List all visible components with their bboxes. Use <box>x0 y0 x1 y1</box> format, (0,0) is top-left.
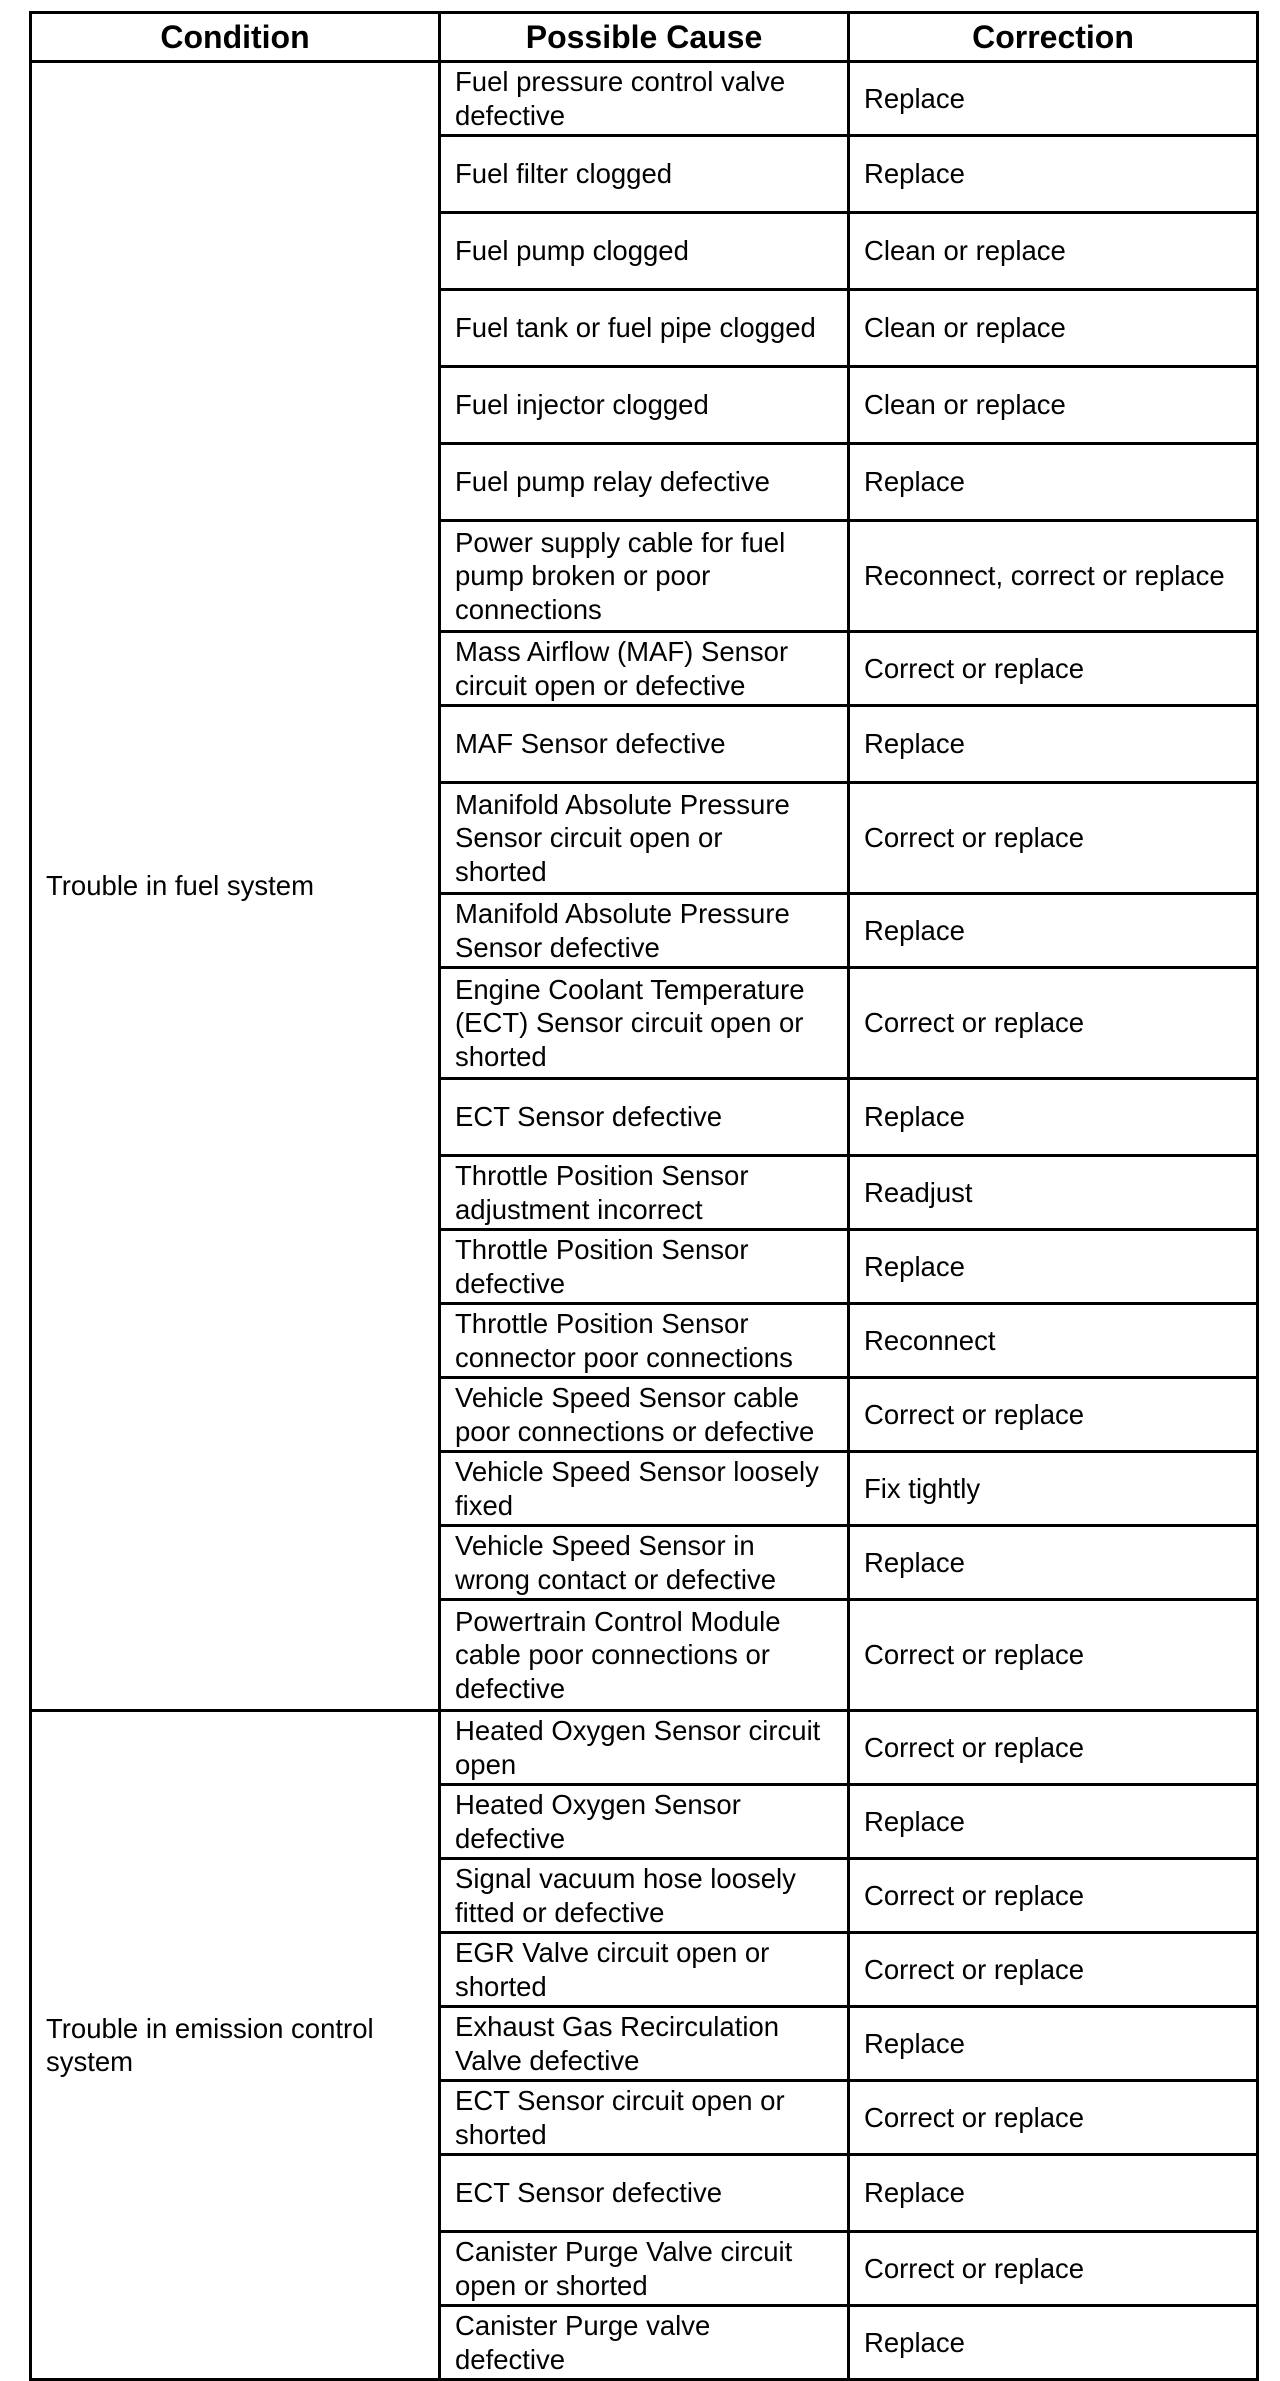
correction-cell: Reconnect, correct or replace <box>849 521 1258 632</box>
correction-cell: Correct or replace <box>849 1711 1258 1785</box>
troubleshooting-table <box>29 11 1259 2381</box>
possible-cause-cell: Fuel pressure control valve defective <box>440 62 849 136</box>
correction-cell: Replace <box>849 2007 1258 2081</box>
correction-cell: Replace <box>849 894 1258 968</box>
correction-cell: Correct or replace <box>849 1600 1258 1711</box>
correction-cell: Replace <box>849 62 1258 136</box>
correction-cell: Replace <box>849 2306 1258 2380</box>
possible-cause-cell: Vehicle Speed Sensor loosely fixed <box>440 1452 849 1526</box>
possible-cause-cell: MAF Sensor defective <box>440 706 849 783</box>
correction-cell: Correct or replace <box>849 1378 1258 1452</box>
possible-cause-cell: Vehicle Speed Sensor cable poor connections or defective <box>440 1378 849 1452</box>
correction-cell: Correct or replace <box>849 632 1258 706</box>
possible-cause-cell: Signal vacuum hose loosely fitted or defective <box>440 1859 849 1933</box>
possible-cause-cell: Engine Coolant Temperature (ECT) Sensor circuit open or shorted <box>440 968 849 1079</box>
correction-cell: Reconnect <box>849 1304 1258 1378</box>
possible-cause-cell: Throttle Position Sensor adjustment incorrect <box>440 1156 849 1230</box>
possible-cause-cell: Throttle Position Sensor connector poor connections <box>440 1304 849 1378</box>
possible-cause-cell: ECT Sensor defective <box>440 1079 849 1156</box>
possible-cause-cell: Canister Purge Valve circuit open or shorted <box>440 2232 849 2306</box>
header-possible-cause: Possible Cause <box>440 13 849 62</box>
correction-cell: Replace <box>849 706 1258 783</box>
correction-cell: Fix tightly <box>849 1452 1258 1526</box>
possible-cause-cell: Fuel tank or fuel pipe clogged <box>440 290 849 367</box>
possible-cause-cell: Mass Airflow (MAF) Sensor circuit open or defective <box>440 632 849 706</box>
correction-cell: Replace <box>849 1785 1258 1859</box>
table-row <box>31 62 1258 136</box>
correction-cell: Replace <box>849 136 1258 213</box>
possible-cause-cell: Exhaust Gas Recirculation Valve defective <box>440 2007 849 2081</box>
header-condition: Condition <box>31 13 440 62</box>
correction-cell: Replace <box>849 2155 1258 2232</box>
correction-cell: Correct or replace <box>849 783 1258 894</box>
possible-cause-cell: Powertrain Control Module cable poor connections or defective <box>440 1600 849 1711</box>
correction-cell: Replace <box>849 444 1258 521</box>
correction-cell: Replace <box>849 1230 1258 1304</box>
possible-cause-cell: Heated Oxygen Sensor defective <box>440 1785 849 1859</box>
troubleshooting-table-container <box>29 11 1256 2381</box>
possible-cause-cell: Manifold Absolute Pressure Sensor circuit open or shorted <box>440 783 849 894</box>
possible-cause-cell: Fuel pump relay defective <box>440 444 849 521</box>
possible-cause-cell: Manifold Absolute Pressure Sensor defective <box>440 894 849 968</box>
table-row <box>31 1711 1258 1785</box>
possible-cause-cell: EGR Valve circuit open or shorted <box>440 1933 849 2007</box>
possible-cause-cell: ECT Sensor circuit open or shorted <box>440 2081 849 2155</box>
correction-cell: Correct or replace <box>849 1859 1258 1933</box>
correction-cell: Correct or replace <box>849 2232 1258 2306</box>
possible-cause-cell: Fuel injector clogged <box>440 367 849 444</box>
correction-cell: Readjust <box>849 1156 1258 1230</box>
correction-cell: Replace <box>849 1526 1258 1600</box>
possible-cause-cell: Heated Oxygen Sensor circuit open <box>440 1711 849 1785</box>
possible-cause-cell: Fuel pump clogged <box>440 213 849 290</box>
header-correction: Correction <box>849 13 1258 62</box>
correction-cell: Correct or replace <box>849 968 1258 1079</box>
condition-cell: Trouble in emission control system <box>31 1711 440 2380</box>
condition-cell: Trouble in fuel system <box>31 62 440 1711</box>
possible-cause-cell: Vehicle Speed Sensor in wrong contact or defective <box>440 1526 849 1600</box>
possible-cause-cell: ECT Sensor defective <box>440 2155 849 2232</box>
possible-cause-cell: Canister Purge valve defective <box>440 2306 849 2380</box>
correction-cell: Correct or replace <box>849 1933 1258 2007</box>
possible-cause-cell: Fuel filter clogged <box>440 136 849 213</box>
possible-cause-cell: Power supply cable for fuel pump broken or poor connections <box>440 521 849 632</box>
correction-cell: Clean or replace <box>849 290 1258 367</box>
correction-cell: Clean or replace <box>849 213 1258 290</box>
table-body <box>31 62 1258 2380</box>
correction-cell: Clean or replace <box>849 367 1258 444</box>
header-row <box>31 13 1258 62</box>
correction-cell: Replace <box>849 1079 1258 1156</box>
correction-cell: Correct or replace <box>849 2081 1258 2155</box>
possible-cause-cell: Throttle Position Sensor defective <box>440 1230 849 1304</box>
